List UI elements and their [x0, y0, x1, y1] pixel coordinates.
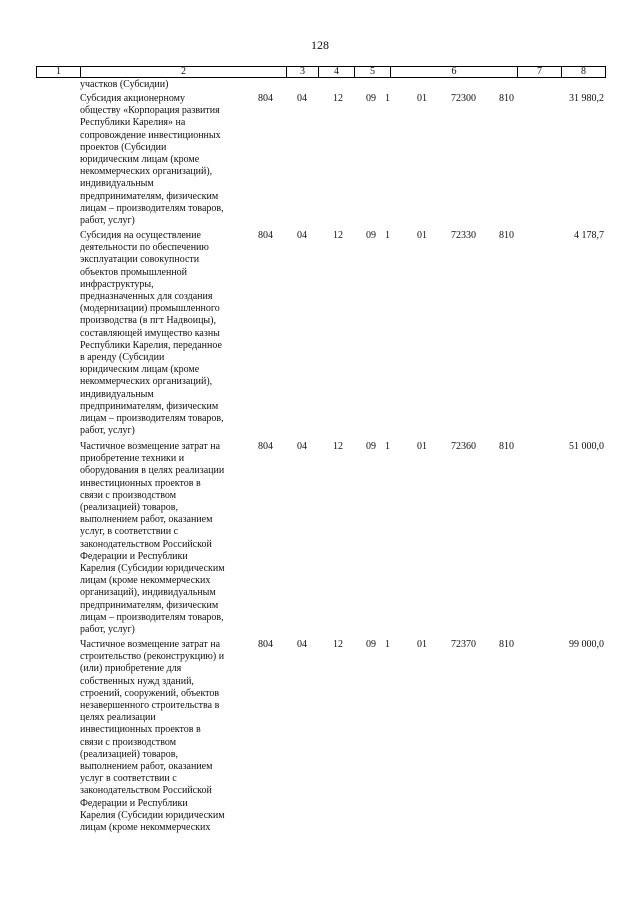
row-description: [80, 639, 248, 834]
code-col-5: 12: [333, 441, 343, 452]
text-line: юридическим лицам (кроме: [80, 364, 200, 376]
code-col-6-event: 01: [417, 230, 427, 241]
text-line: предпринимателям, физическим: [80, 599, 219, 611]
code-col-5: 12: [333, 93, 343, 104]
text-line: законодательством Российской: [80, 538, 212, 550]
code-col-4: 04: [297, 93, 307, 104]
text-line: Частичное возмещение затрат на: [80, 639, 221, 650]
text-line: сопровождение инвестиционных: [80, 129, 221, 141]
text-line: в аренду (Субсидии: [80, 352, 165, 364]
code-col-7: 810: [499, 639, 514, 650]
header-col-4: 4: [319, 67, 355, 77]
text-line: инфраструктуры,: [80, 278, 154, 290]
amount-col-8: 31 980,2: [569, 93, 604, 104]
text-line: (реализацией) товаров,: [80, 502, 178, 514]
text-line: обществу «Корпорация развития: [80, 105, 220, 117]
text-line: инвестиционных проектов в: [80, 477, 201, 489]
code-col-6-direction: 72330: [451, 230, 476, 241]
code-col-3: 804: [258, 639, 273, 650]
code-col-3: 804: [258, 230, 273, 241]
text-line: эксплуатации совокупности: [80, 254, 200, 266]
code-col-6-event: 01: [417, 93, 427, 104]
text-line: предпринимателям, физическим: [80, 190, 219, 202]
row-description: [80, 441, 248, 636]
text-line: производства (в пгт Надвоицы),: [80, 315, 216, 327]
text-line: некоммерческих организаций),: [80, 376, 213, 388]
text-line: инвестиционных проектов в: [80, 724, 201, 736]
code-col-5: 12: [333, 230, 343, 241]
code-col-4: 04: [297, 639, 307, 650]
header-col-6: 6: [391, 67, 518, 77]
header-col-7: 7: [518, 67, 562, 77]
text-line: лицам (кроме некоммерческих: [80, 822, 211, 834]
text-line: индивидуальным: [80, 178, 154, 190]
text-line: (или) приобретение для: [80, 663, 182, 675]
code-col-5: 12: [333, 639, 343, 650]
text-line: лицам (кроме некоммерческих: [80, 575, 211, 587]
text-line: целях реализации: [80, 712, 156, 724]
text-line: Федерации и Республики: [80, 797, 188, 809]
text-line: составляющей имущество казны: [80, 327, 220, 339]
table-header-row: [36, 66, 606, 78]
text-line: Республики Карелия» на: [80, 117, 186, 129]
code-col-6-subprogram: 1: [385, 639, 390, 650]
text-line: работ, услуг): [80, 624, 135, 636]
text-line: индивидуальным: [80, 388, 154, 400]
row-description: [80, 230, 248, 437]
text-line: услуг, в соответствии с: [80, 526, 179, 538]
code-col-6-direction: 72300: [451, 93, 476, 104]
text-line: лицам – производителям товаров,: [80, 413, 224, 425]
code-col-6-subprogram: 1: [385, 441, 390, 452]
text-line: участков (Субсидии): [80, 79, 169, 90]
text-line: предпринимателям, физическим: [80, 400, 219, 412]
text-line: организаций), индивидуальным: [80, 587, 216, 599]
text-line: строений, сооружений, объектов: [80, 687, 220, 699]
text-line: связи с производством: [80, 736, 177, 748]
text-line: работ, услуг): [80, 215, 135, 227]
text-line: объектов промышленной: [80, 266, 188, 278]
code-col-6-subprogram: 1: [385, 93, 390, 104]
text-line: (модернизации) промышленного: [80, 303, 220, 315]
amount-col-8: 99 000,0: [569, 639, 604, 650]
code-col-3: 804: [258, 441, 273, 452]
code-col-7: 810: [499, 230, 514, 241]
header-col-8: 8: [581, 66, 586, 77]
code-col-7: 810: [499, 441, 514, 452]
text-line: деятельности по обеспечению: [80, 242, 209, 254]
code-col-4: 04: [297, 230, 307, 241]
text-line: лицам – производителям товаров,: [80, 202, 224, 214]
text-line: Федерации и Республики: [80, 550, 188, 562]
text-line: работ, услуг): [80, 425, 135, 437]
code-col-6-program: 09: [366, 93, 376, 104]
text-line: юридическим лицам (кроме: [80, 154, 200, 166]
text-line: Карелия (Субсидии юридическим: [80, 809, 225, 821]
text-line: предназначенных для создания: [80, 291, 213, 303]
row-description: [80, 93, 248, 227]
text-line: некоммерческих организаций),: [80, 166, 213, 178]
amount-col-8: 51 000,0: [569, 441, 604, 452]
header-col-5: 5: [355, 67, 391, 77]
header-col-1: 1: [37, 67, 81, 77]
code-col-6-event: 01: [417, 639, 427, 650]
text-line: законодательством Российской: [80, 785, 212, 797]
text-line: Карелия (Субсидии юридическим: [80, 563, 225, 575]
text-line: выполнением работ, оказанием: [80, 761, 213, 773]
text-line: Субсидия на осуществление: [80, 230, 201, 241]
code-col-6-event: 01: [417, 441, 427, 452]
code-col-6-program: 09: [366, 639, 376, 650]
code-col-6-direction: 72370: [451, 639, 476, 650]
code-col-7: 810: [499, 93, 514, 104]
header-col-2: 2: [81, 67, 287, 77]
page-number: 128: [311, 38, 329, 52]
text-line: незавершенного строительства в: [80, 700, 220, 712]
text-line: приобретение техники и: [80, 453, 185, 465]
text-line: Республики Карелия, переданное: [80, 339, 222, 351]
text-line: выполнением работ, оказанием: [80, 514, 213, 526]
text-line: проектов (Субсидии: [80, 141, 167, 153]
text-line: строительство (реконструкцию) и: [80, 651, 225, 663]
text-line: Субсидия акционерному: [80, 93, 185, 104]
code-col-3: 804: [258, 93, 273, 104]
code-col-6-subprogram: 1: [385, 230, 390, 241]
text-line: собственных нужд зданий,: [80, 675, 194, 687]
text-line: оборудования в целях реализации: [80, 465, 225, 477]
code-col-4: 04: [297, 441, 307, 452]
text-line: лицам – производителям товаров,: [80, 611, 224, 623]
code-col-6-direction: 72360: [451, 441, 476, 452]
text-line: (реализацией) товаров,: [80, 748, 178, 760]
amount-col-8: 4 178,7: [574, 230, 604, 241]
code-col-6-program: 09: [366, 441, 376, 452]
text-line: связи с производством: [80, 489, 177, 501]
header-col-3: 3: [287, 67, 319, 77]
code-col-6-program: 09: [366, 230, 376, 241]
text-line: услуг в соответствии с: [80, 773, 177, 785]
continuation-text: [80, 79, 248, 91]
text-line: Частичное возмещение затрат на: [80, 441, 221, 452]
